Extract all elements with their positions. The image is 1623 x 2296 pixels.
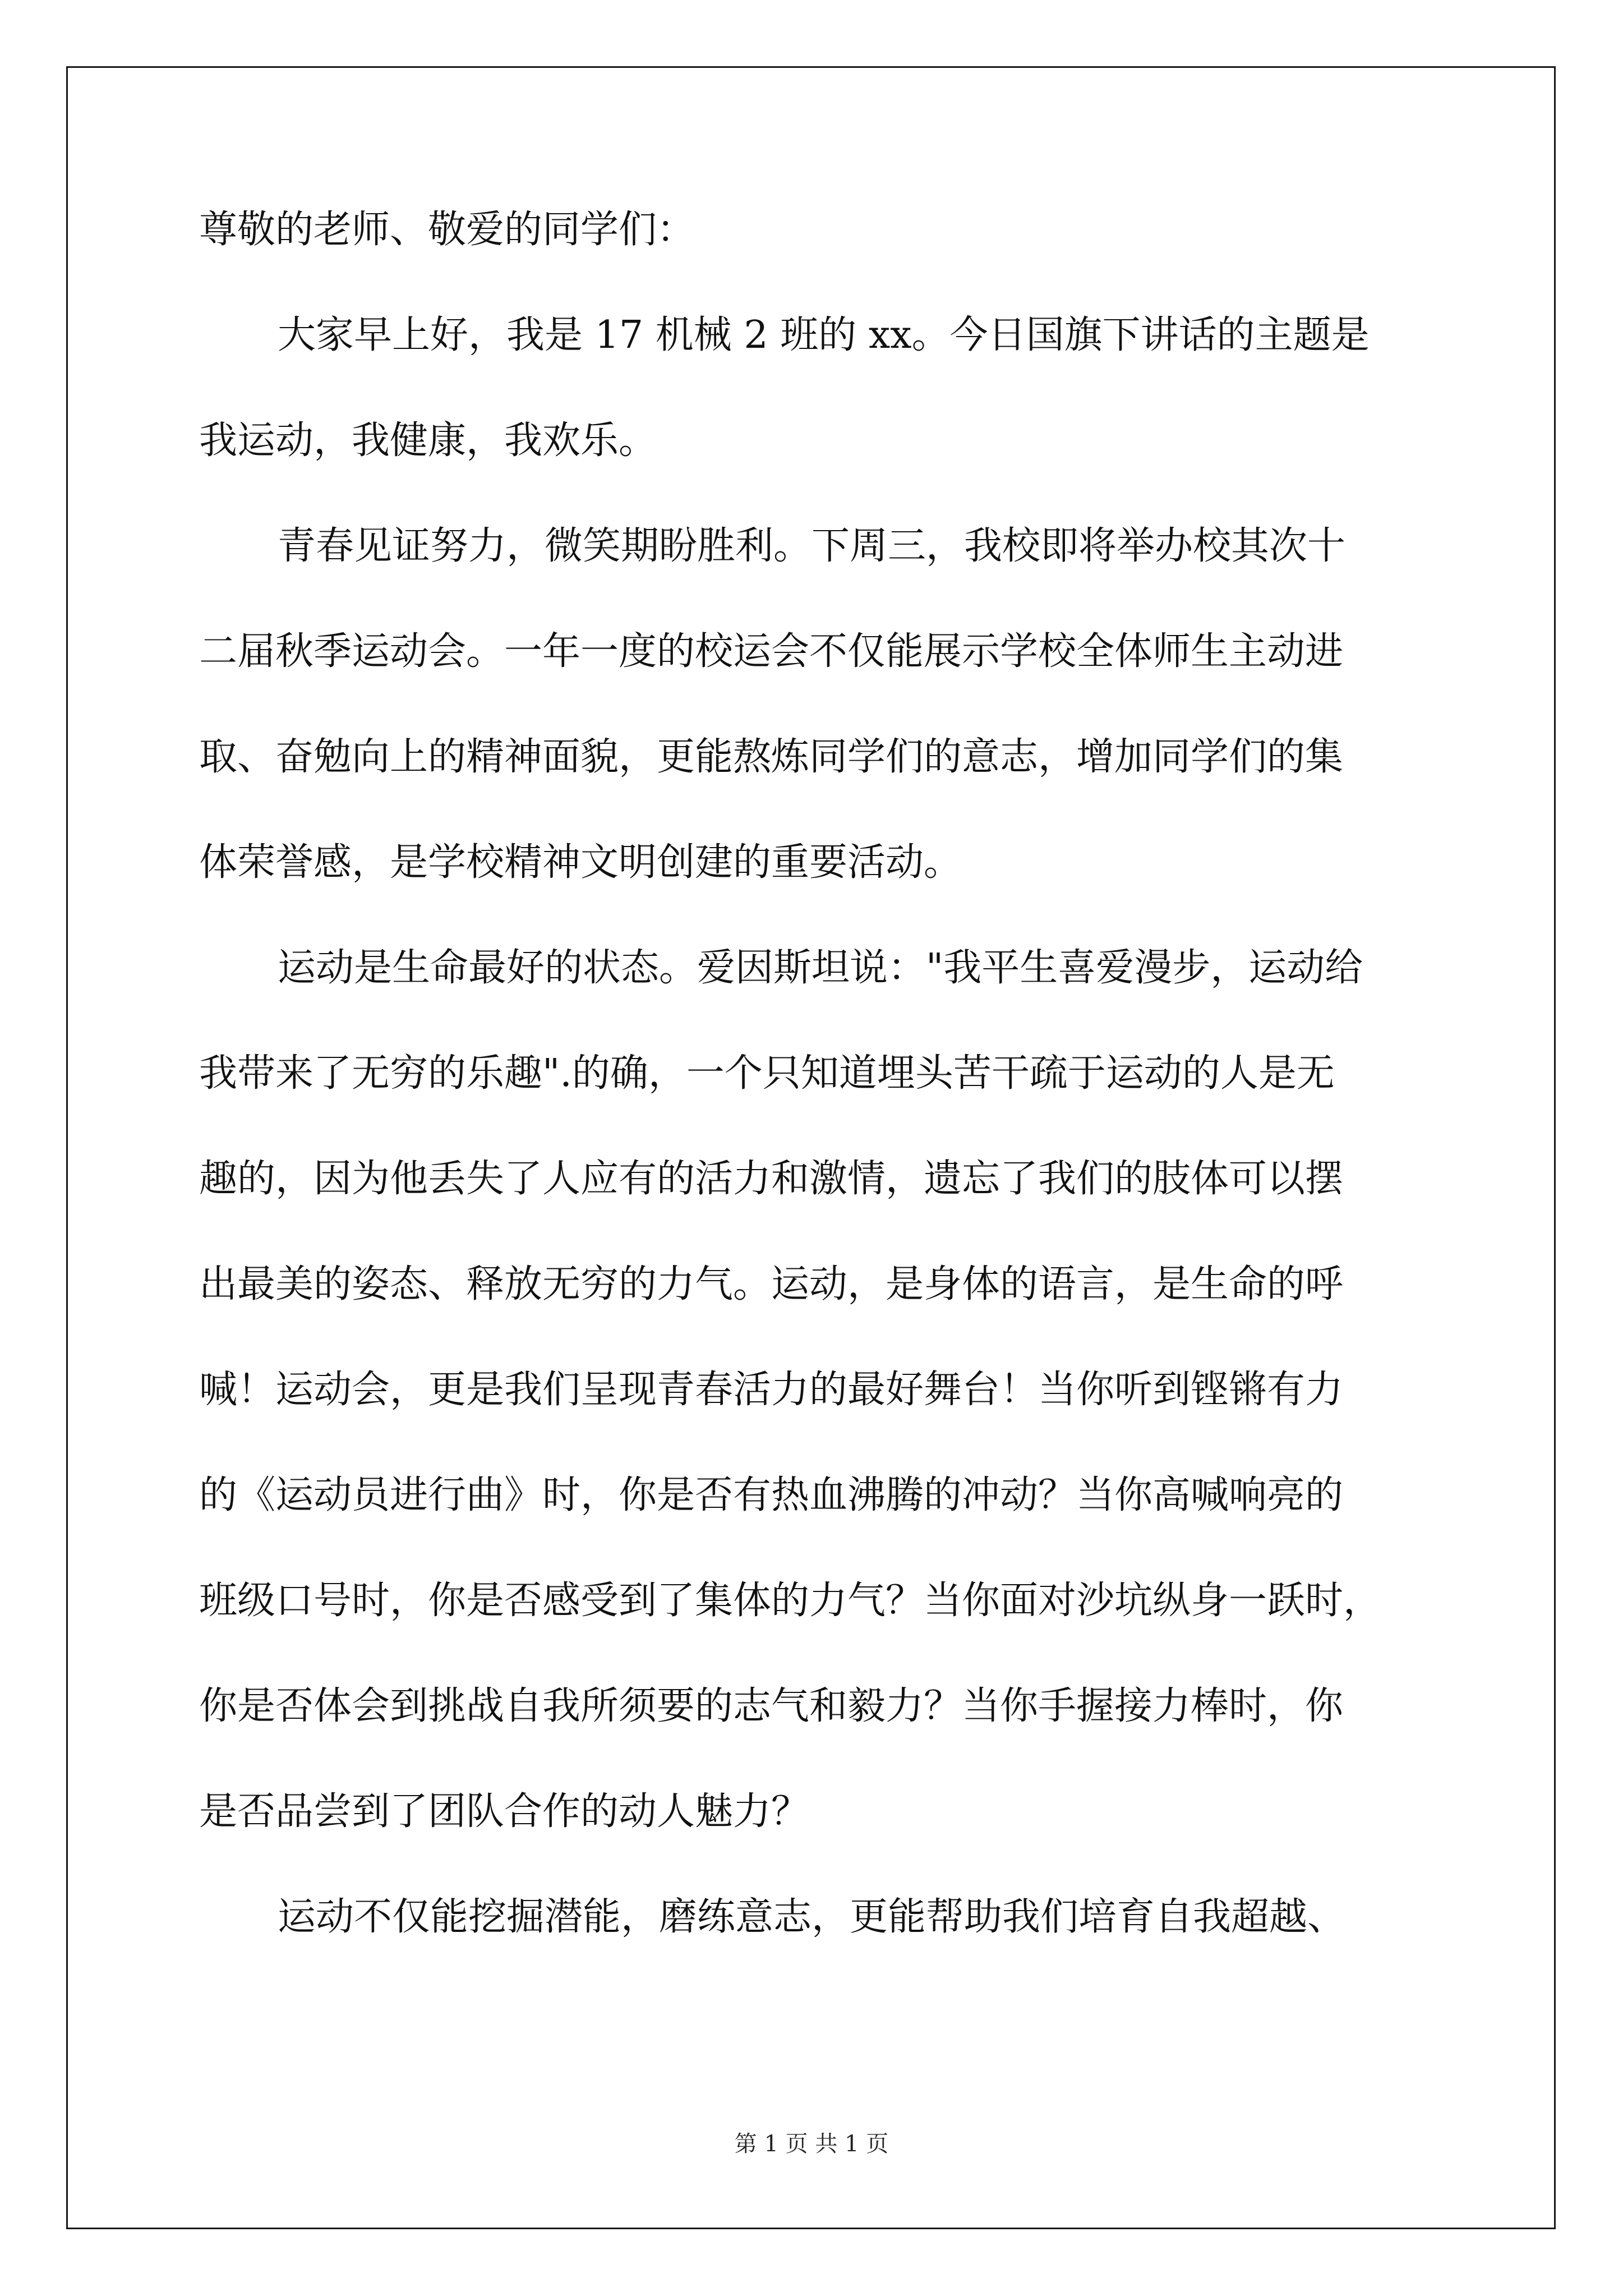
paragraph-3-line-3: 趣的，因为他丢失了人应有的活力和激情，遗忘了我们的肢体可以摆 — [199, 1157, 1344, 1201]
paragraph-2-line-4: 体荣誉感，是学校精神文明创建的重要活动。 — [199, 840, 962, 885]
paragraph-3-line-5: 喊！运动会，更是我们呈现青春活力的最好舞台！当你听到铿锵有力 — [199, 1368, 1344, 1412]
paragraph-3-line-2: 我带来了无穷的乐趣".的确，一个只知道埋头苦干疏于运动的人是无 — [199, 1051, 1335, 1096]
paragraph-1-line-1: 大家早上好，我是 17 机械 2 班的 xx。今日国旗下讲话的主题是 — [278, 313, 1370, 357]
greeting-line: 尊敬的老师、敬爱的同学们： — [199, 208, 695, 252]
paragraph-4-line-1: 运动不仅能挖掘潜能，磨练意志，更能帮助我们培育自我超越、 — [278, 1895, 1346, 1939]
paragraph-2-line-3: 取、奋勉向上的精神面貌，更能熬炼同学们的意志，增加同学们的集 — [199, 735, 1344, 779]
paragraph-3-line-1: 运动是生命最好的状态。爱因斯坦说："我平生喜爱漫步，运动给 — [278, 946, 1363, 990]
paragraph-3-line-7: 班级口号时，你是否感受到了集体的力气？当你面对沙坑纵身一跃时， — [199, 1579, 1382, 1623]
paragraph-2-line-2: 二届秋季运动会。一年一度的校运会不仅能展示学校全体师生主动进 — [199, 629, 1344, 674]
paragraph-3-line-9: 是否品尝到了团队合作的动人魅力？ — [199, 1789, 810, 1834]
paragraph-3-line-8: 你是否体会到挑战自我所须要的志气和毅力？当你手握接力棒时，你 — [199, 1684, 1344, 1728]
paragraph-2-line-1: 青春见证努力，微笑期盼胜利。下周三，我校即将举办校其次十 — [278, 524, 1346, 568]
paragraph-3-line-6: 的《运动员进行曲》时，你是否有热血沸腾的冲动？当你高喊响亮的 — [199, 1473, 1344, 1517]
paragraph-1-line-2: 我运动，我健康，我欢乐。 — [199, 418, 657, 463]
page-number-footer: 第 1 页 共 1 页 — [734, 2131, 889, 2157]
paragraph-3-line-4: 出最美的姿态、释放无穷的力气。运动，是身体的语言，是生命的呼 — [199, 1262, 1344, 1306]
